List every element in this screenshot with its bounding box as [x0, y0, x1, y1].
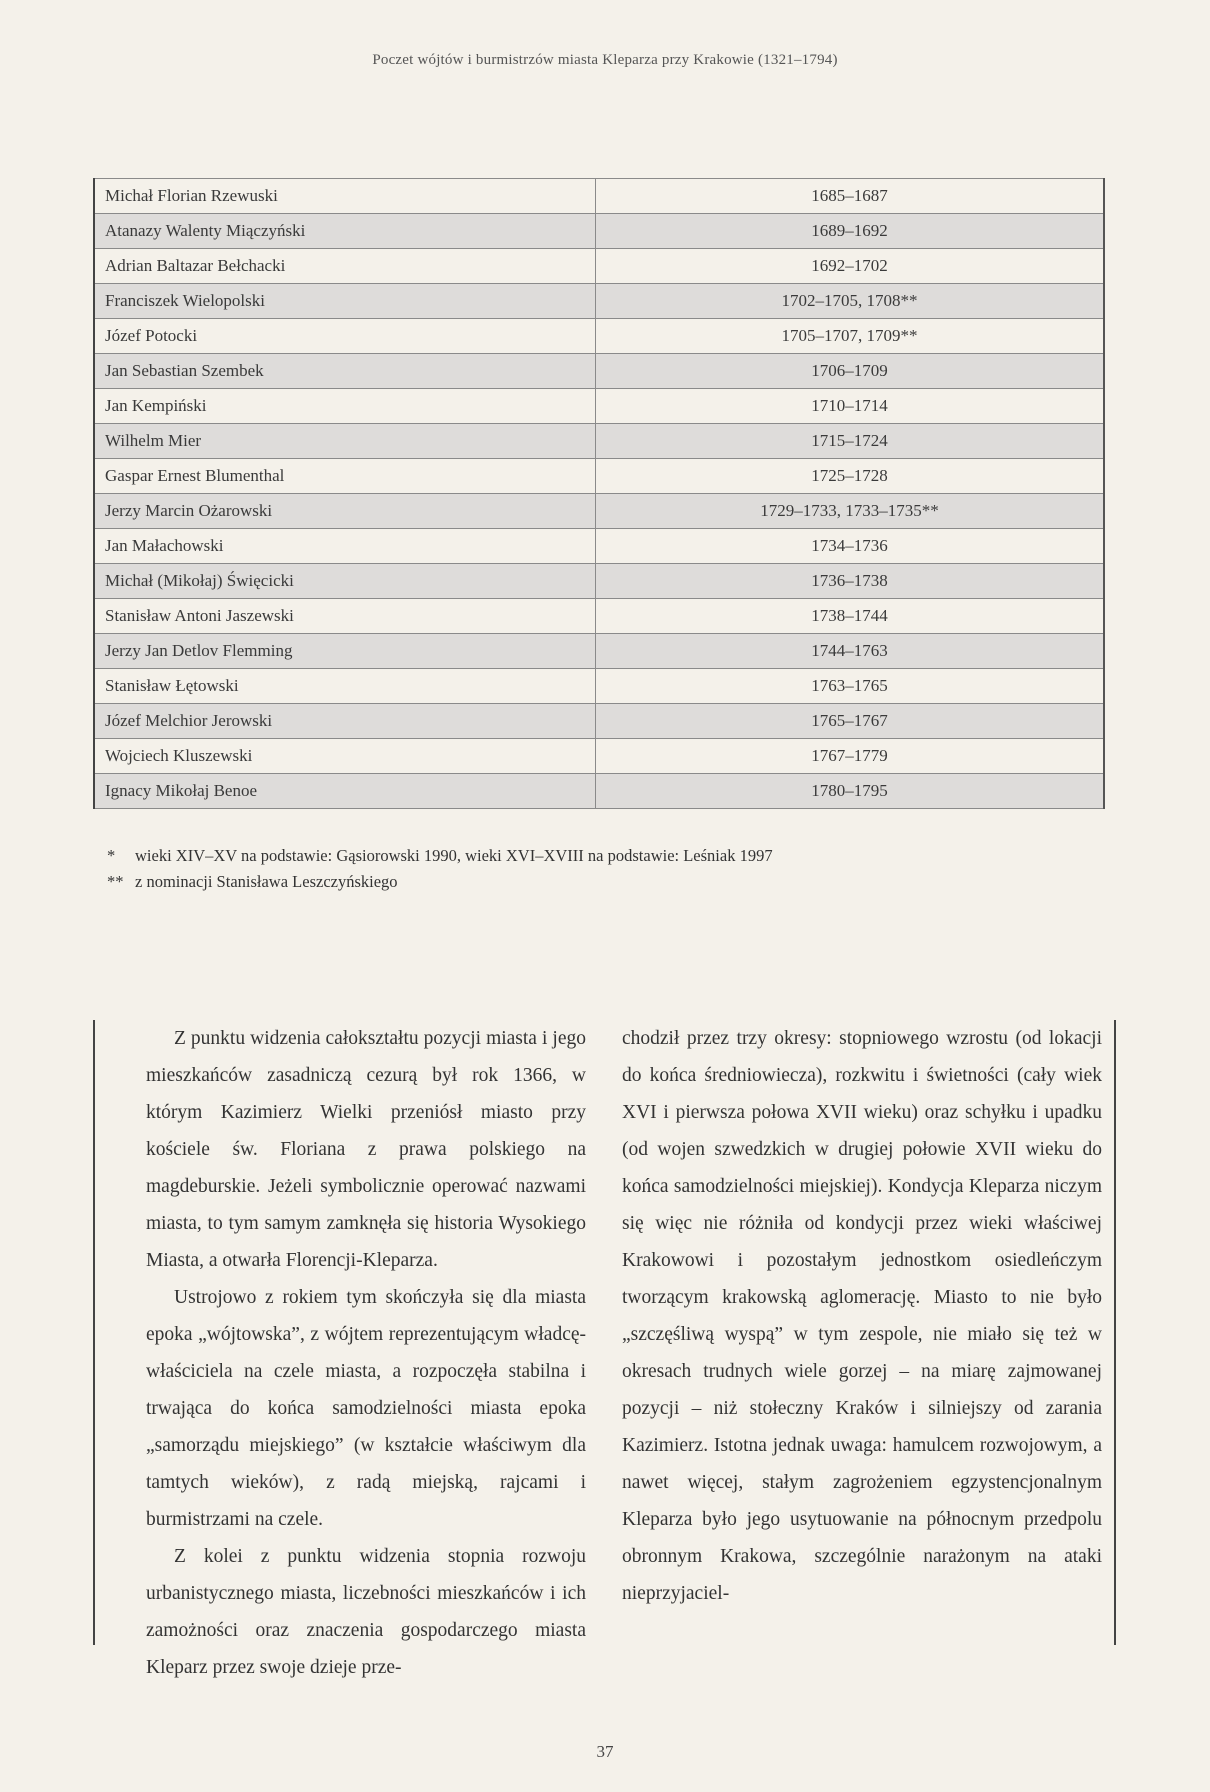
official-name: Józef Potocki	[95, 319, 596, 354]
right-margin-rule	[1114, 1020, 1116, 1645]
official-name: Michał (Mikołaj) Święcicki	[95, 564, 596, 599]
body-right-column	[622, 1020, 1102, 1612]
left-margin-rule	[93, 1020, 95, 1645]
official-name: Jerzy Jan Detlov Flemming	[95, 634, 596, 669]
official-name: Jan Kempiński	[95, 389, 596, 424]
term-years: 1689–1692	[596, 214, 1104, 249]
table-row	[95, 284, 1103, 319]
term-years: 1706–1709	[596, 354, 1104, 389]
footnote	[107, 869, 773, 895]
official-name: Jerzy Marcin Ożarowski	[95, 494, 596, 529]
footnote-text: z nominacji Stanisława Leszczyńskiego	[135, 872, 398, 891]
running-title: Poczet wójtów i burmistrzów miasta Kleparza przy Krakowie (1321–1794)	[372, 52, 838, 68]
body-left-column	[146, 1020, 586, 1686]
table-row	[95, 319, 1103, 354]
term-years: 1744–1763	[596, 634, 1104, 669]
paragraph: Z punktu widzenia całokształtu pozycji miasta i jego mieszkańców zasadniczą cezurą był rok 1366, w którym Kazimierz Wielki przeniósł miasto przy kościele św. Floriana z prawa polskiego na magdeburskie. Jeżeli symbolicznie operować nazwami miasta, to tym samym zamknęła się historia Wysokiego Miasta, a otwarła Florencji-Kleparza.	[146, 1028, 586, 1271]
official-name: Jan Małachowski	[95, 529, 596, 564]
table-row	[95, 739, 1103, 774]
paragraph: chodził przez trzy okresy: stopniowego wzrostu (od lokacji do końca średniowiecza), rozkwitu i świetności (cały wiek XVI i pierwsza połowa XVII wieku) oraz schyłku i upadku (od wojen szwedzkich w drugiej połowie XVII wieku do końca samodzielności miejskiej). Kondycja Kleparza niczym się więc nie różniła od kondycji przez wieki właściwej Krakowowi i pozostałym jednostkom osiedleńczym tworzącym krakowską aglomerację. Miasto to nie było „szczęśliwą wyspą” w tym zespole, nie miało się też w okresach trudnych wiele gorzej – na miarę zajmowanej pozycji – niż stołeczny Kraków i silniejszy od zarania Kazimierz. Istotna jednak uwaga: hamulcem rozwojowym, a nawet więcej, stałym zagrożeniem egzystencjonalnym Kleparza było jego usytuowanie na północnym przedpolu obronnym Krakowa, szczególnie narażonym na ataki nieprzyjaciel-	[622, 1028, 1102, 1604]
term-years: 1702–1705, 1708**	[596, 284, 1104, 319]
footnote-text: wieki XIV–XV na podstawie: Gąsiorowski 1990, wieki XVI–XVIII na podstawie: Leśniak 1997	[135, 846, 773, 865]
table-row	[95, 214, 1103, 249]
table-row	[95, 354, 1103, 389]
official-name: Stanisław Łętowski	[95, 669, 596, 704]
table-row	[95, 249, 1103, 284]
paragraph: Ustrojowo z rokiem tym skończyła się dla miasta epoka „wójtowska”, z wójtem reprezentującym władcę-właściciela na czele miasta, a rozpoczęła stabilna i trwająca do końca samodzielności miasta epoka „samorządu miejskiego” (w kształcie właściwym dla tamtych wieków), z radą miejską, rajcami i burmistrzami na czele.	[146, 1287, 586, 1530]
official-name: Wojciech Kluszewski	[95, 739, 596, 774]
term-years: 1710–1714	[596, 389, 1104, 424]
term-years: 1736–1738	[596, 564, 1104, 599]
term-years: 1738–1744	[596, 599, 1104, 634]
table-row	[95, 424, 1103, 459]
official-name: Wilhelm Mier	[95, 424, 596, 459]
officials-table	[93, 178, 1105, 809]
page-number: 37	[596, 1742, 614, 1761]
term-years: 1763–1765	[596, 669, 1104, 704]
official-name: Ignacy Mikołaj Benoe	[95, 774, 596, 809]
footnote-mark: **	[107, 872, 124, 891]
table-row	[95, 459, 1103, 494]
table-row	[95, 634, 1103, 669]
table-row	[95, 774, 1103, 809]
term-years: 1767–1779	[596, 739, 1104, 774]
official-name: Jan Sebastian Szembek	[95, 354, 596, 389]
table-row	[95, 599, 1103, 634]
footnotes	[107, 843, 773, 895]
official-name: Michał Florian Rzewuski	[95, 179, 596, 214]
table-row	[95, 704, 1103, 739]
term-years: 1692–1702	[596, 249, 1104, 284]
table-row	[95, 564, 1103, 599]
official-name: Franciszek Wielopolski	[95, 284, 596, 319]
footnote	[107, 843, 773, 869]
term-years: 1734–1736	[596, 529, 1104, 564]
term-years: 1705–1707, 1709**	[596, 319, 1104, 354]
official-name: Józef Melchior Jerowski	[95, 704, 596, 739]
term-years: 1780–1795	[596, 774, 1104, 809]
footnote-mark: *	[107, 846, 116, 865]
official-name: Stanisław Antoni Jaszewski	[95, 599, 596, 634]
official-name: Gaspar Ernest Blumenthal	[95, 459, 596, 494]
table-row	[95, 529, 1103, 564]
term-years: 1715–1724	[596, 424, 1104, 459]
term-years: 1729–1733, 1733–1735**	[596, 494, 1104, 529]
term-years: 1725–1728	[596, 459, 1104, 494]
paragraph: Z kolei z punktu widzenia stopnia rozwoju urbanistycznego miasta, liczebności mieszkańców i ich zamożności oraz znaczenia gospodarczego miasta Kleparz przez swoje dzieje prze-	[146, 1546, 586, 1678]
official-name: Adrian Baltazar Bełchacki	[95, 249, 596, 284]
table-row	[95, 389, 1103, 424]
table-row	[95, 494, 1103, 529]
table-row	[95, 179, 1103, 214]
term-years: 1765–1767	[596, 704, 1104, 739]
official-name: Atanazy Walenty Miączyński	[95, 214, 596, 249]
table-row	[95, 669, 1103, 704]
term-years: 1685–1687	[596, 179, 1104, 214]
